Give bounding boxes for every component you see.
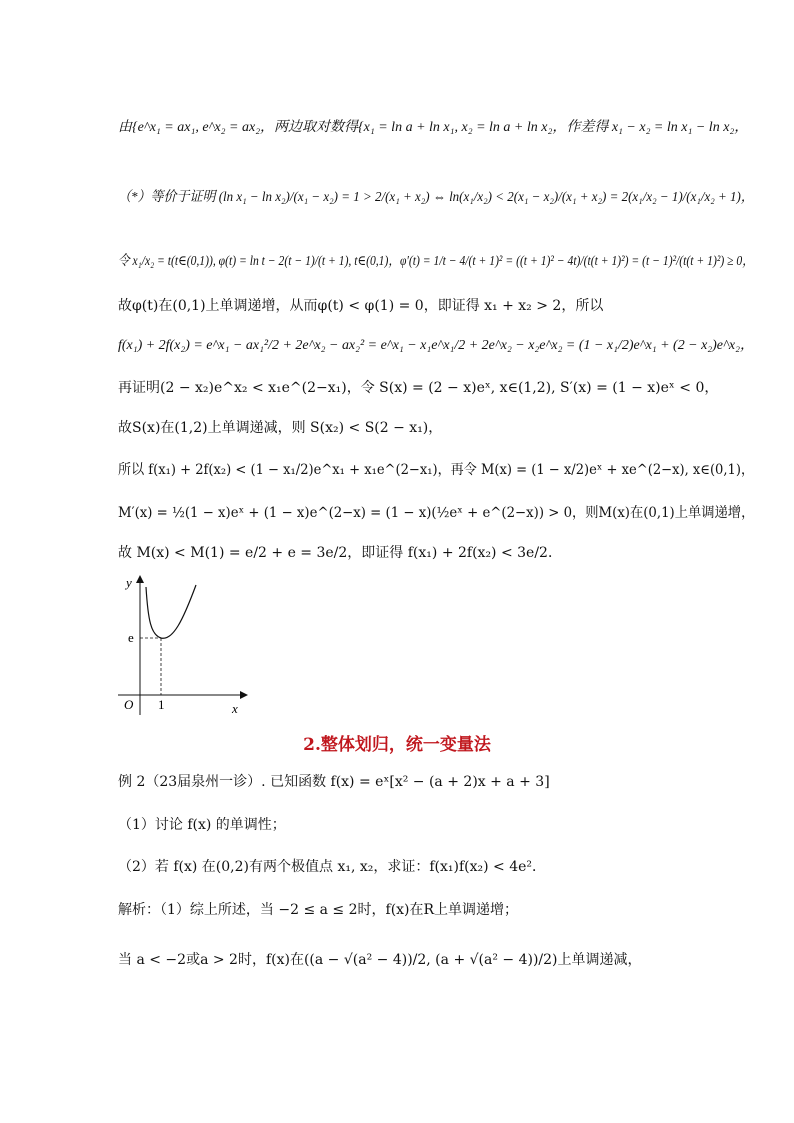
example-part-1: （1）讨论 f(x) 的单调性； xyxy=(118,817,286,833)
text-line-1: 由{e^x₁ = ax₁, e^x₂ = ax₂，两边取对数得{x₁ = ln a + ln x₁, x₂ = ln a + ln x₂，作差得 x₁ − x₂ = ln x₁ − ln x₂， xyxy=(118,120,749,135)
x-axis-label: x xyxy=(232,701,238,716)
y-axis-label: y xyxy=(126,575,132,590)
text-line-9: M′(x) = ½(1 − x)eˣ + (1 − x)e^(2−x) = (1 − x)(½eˣ + e^(2−x)) > 0，则M(x)在(0,1)上单调递增， xyxy=(118,505,755,521)
example-statement: 例 2（23届泉州一诊）. 已知函数 f(x) = eˣ[x² − (a + 2)x + a + 3] xyxy=(118,774,550,790)
x-axis-arrow xyxy=(240,691,248,699)
y-tick-label: e xyxy=(128,630,134,645)
solution-line-2: 当 a < −2或a > 2时，f(x)在((a − √(a² − 4))/2, (a + √(a² − 4))/2)上单调递减， xyxy=(118,952,642,968)
example-part-2: （2）若 f(x) 在(0,2)有两个极值点 x₁, x₂，求证：f(x₁)f(x₂) < 4e²． xyxy=(118,859,547,875)
text-line-3: 令 x₁/x₂ = t(t∈(0,1)), φ(t) = ln t − 2(t − 1)/(t + 1), t∈(0,1)，φ′(t) = 1/t − 4/(t + 1)² = ((t + 1)² − 4t)/(t(t + 1)²) = (t − 1)²/(t(t + 1)²) ≥ 0， xyxy=(118,254,754,269)
text-line-4: 故φ(t)在(0,1)上单调递增，从而φ(t) < φ(1) = 0，即证得 x₁ + x₂ > 2，所以 xyxy=(118,298,604,314)
solution-line-1: 解析：（1）综上所述，当 −2 ≤ a ≤ 2时，f(x)在R上单调递增； xyxy=(118,902,519,918)
text-line-5: f(x₁) + 2f(x₂) = e^x₁ − ax₁²/2 + 2e^x₂ − ax₂² = e^x₁ − x₁e^x₁/2 + 2e^x₂ − x₂e^x₂ = (1 − x₁/2)e^x₁ + (2 − x₂)e^x₂， xyxy=(118,338,754,353)
function-graph xyxy=(118,575,248,720)
text-line-10: 故 M(x) < M(1) = e/2 + e = 3e/2，即证得 f(x₁) + 2f(x₂) < 3e/2． xyxy=(118,545,562,561)
section-title: 2.整体划归，统一变量法 xyxy=(303,735,491,755)
function-curve xyxy=(146,585,196,638)
text-line-7: 故S(x)在(1,2)上单调递减，则 S(x₂) < S(2 − x₁)， xyxy=(118,420,443,436)
y-axis-arrow xyxy=(136,575,144,583)
origin-label: O xyxy=(124,697,134,712)
x-tick-label: 1 xyxy=(158,697,165,712)
text-line-6: 再证明(2 − x₂)e^x₂ < x₁e^(2−x₁)，令 S(x) = (2 − x)eˣ, x∈(1,2), S′(x) = (1 − x)eˣ < 0， xyxy=(118,380,719,396)
text-line-8: 所以 f(x₁) + 2f(x₂) < (1 − x₁/2)e^x₁ + x₁e^(2−x₁)，再令 M(x) = (1 − x/2)eˣ + xe^(2−x), x∈(0,1)， xyxy=(118,462,755,478)
text-line-2: （*）等价于证明 (ln x₁ − ln x₂)/(x₁ − x₂) = 1 > 2/(x₁ + x₂) ⇔ ln(x₁/x₂) < 2(x₁ − x₂)/(x₁ + x₂) = 2(x₁/x₂ − 1)/(x₁/x₂ + 1)， xyxy=(118,190,754,205)
